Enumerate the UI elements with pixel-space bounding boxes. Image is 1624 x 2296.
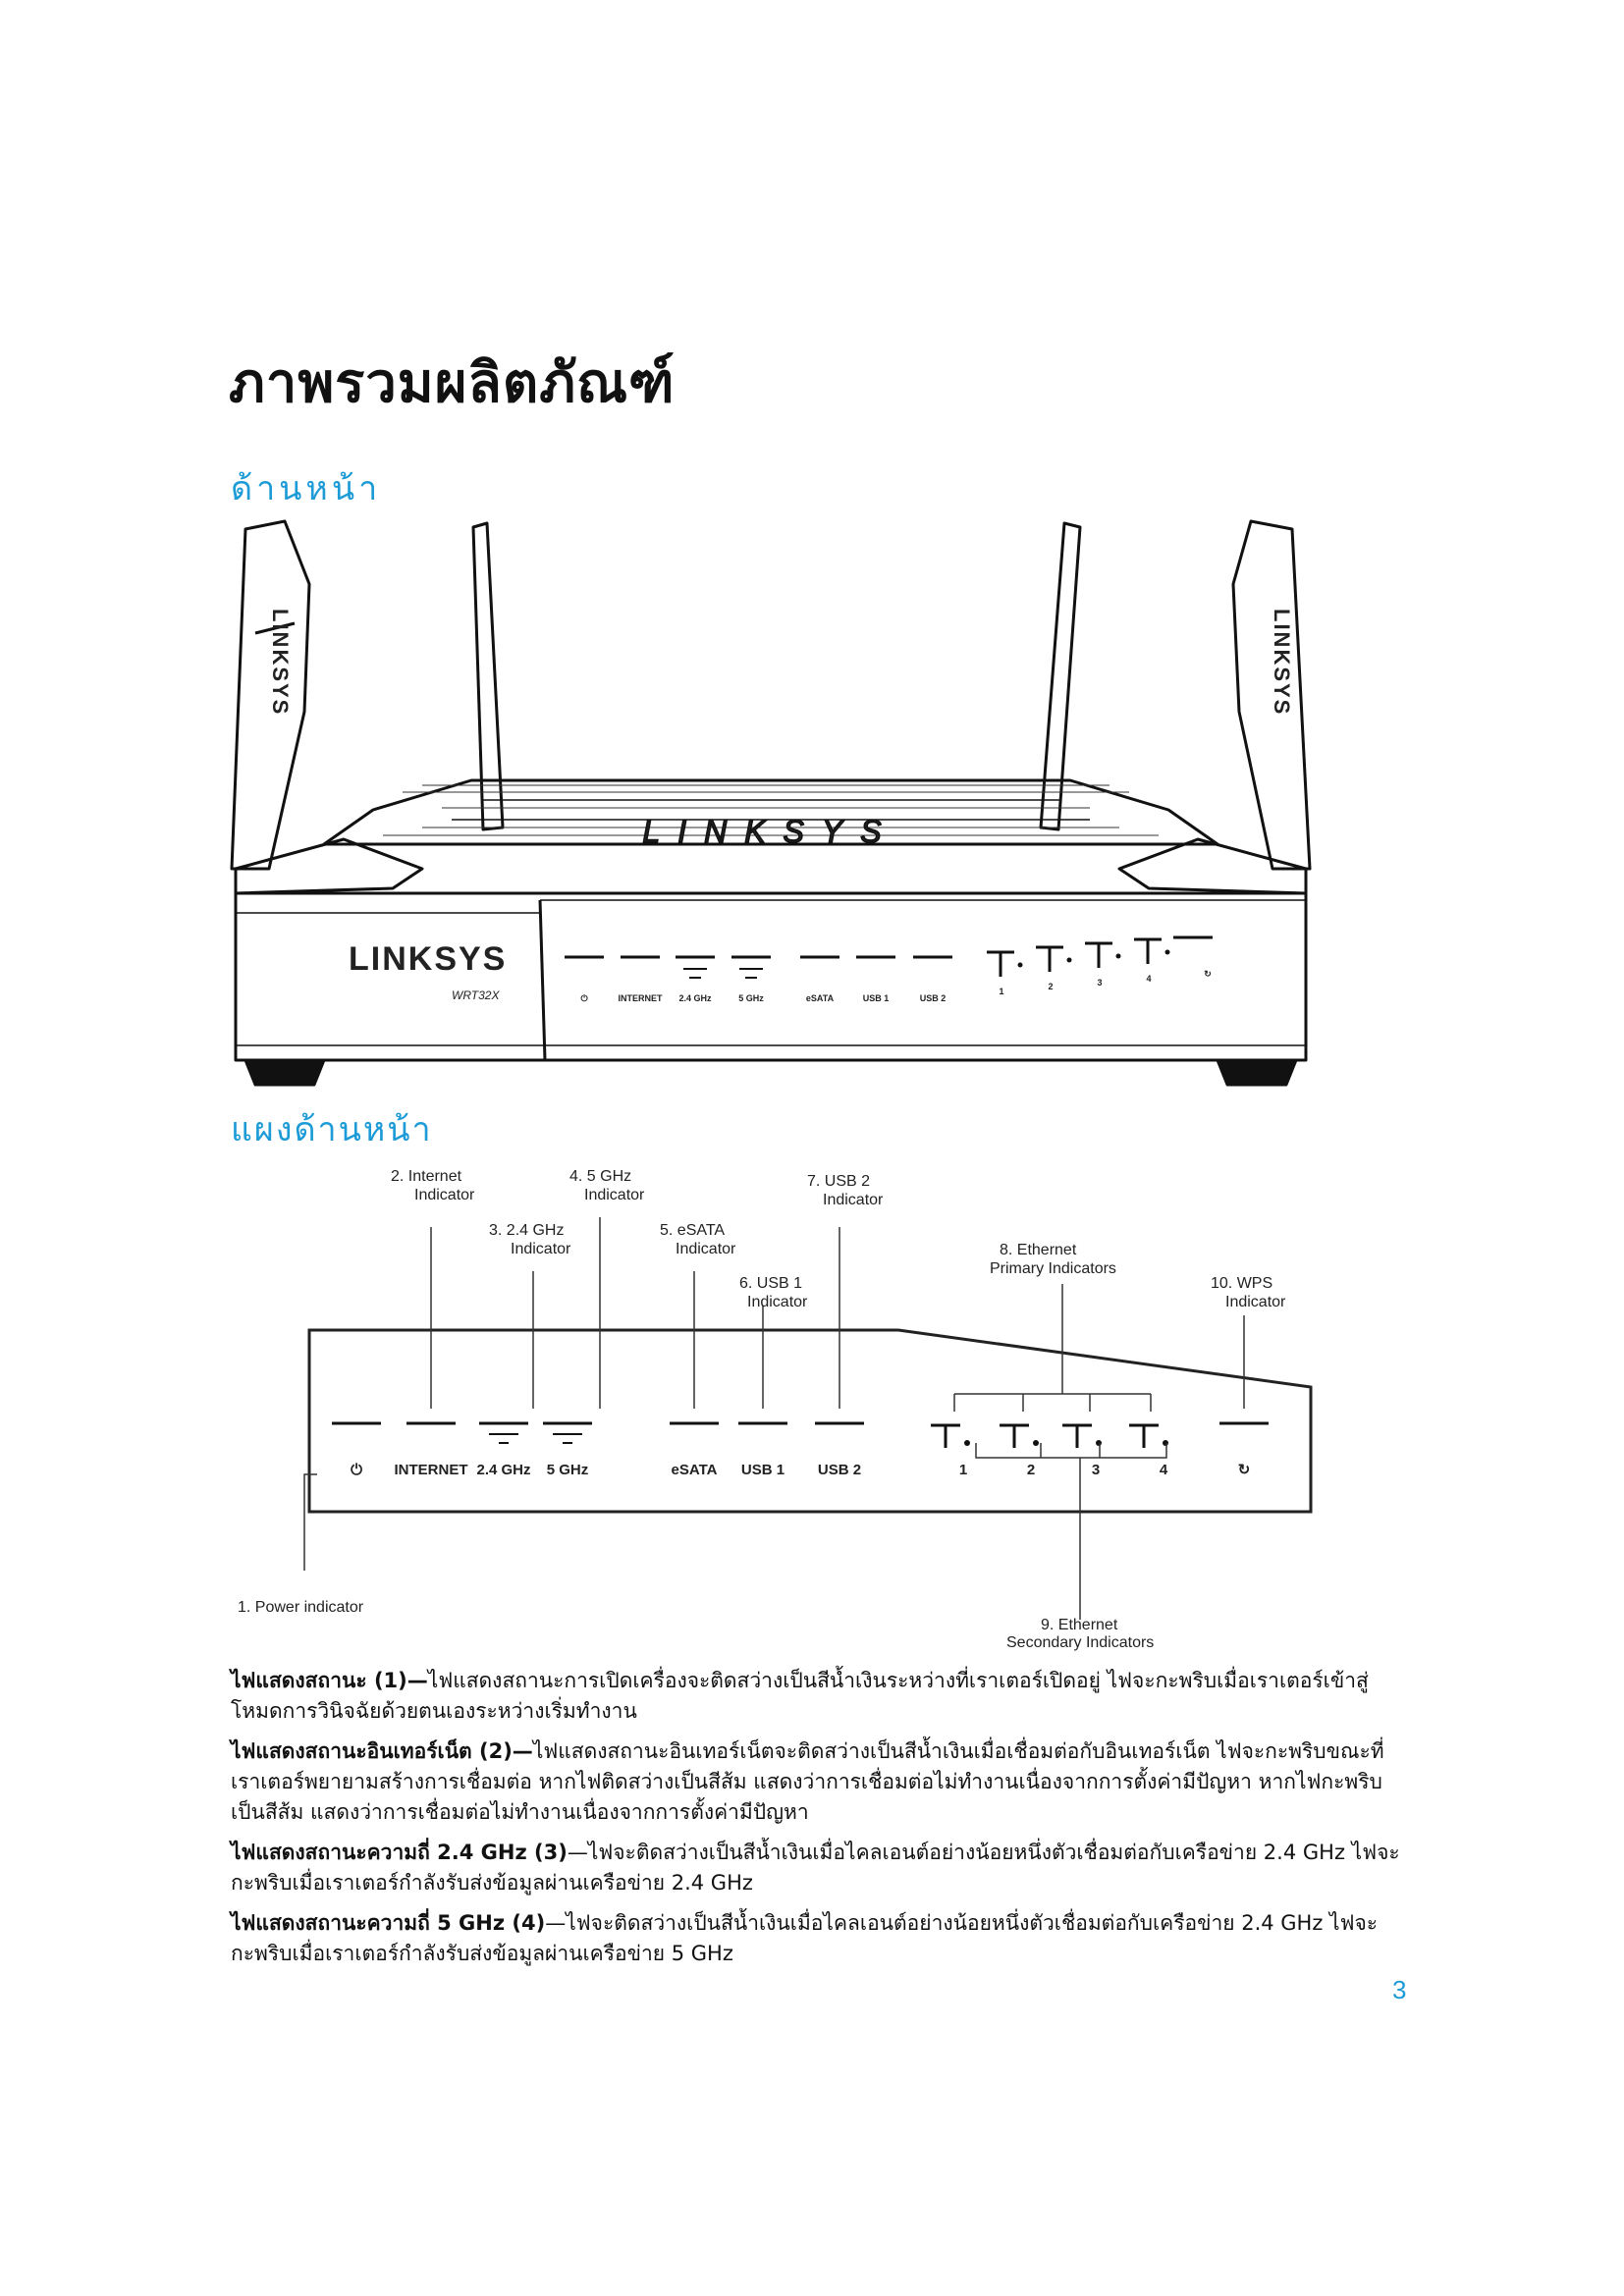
router-front-illustration (226, 515, 1316, 1095)
led-label-24ghz: 2.4 GHz (678, 993, 712, 1003)
section-title-front-panel: แผงด้านหน้า (231, 1110, 433, 1149)
callout-usb2-1: 7. USB 2 (807, 1173, 871, 1190)
port-number-3: 3 (1097, 978, 1103, 988)
callout-24ghz-1: 3. 2.4 GHz (489, 1222, 565, 1239)
callout-usb1-2: Indicator (747, 1294, 808, 1310)
callout-wps-2: Indicator (1225, 1294, 1286, 1310)
panel-label-internet: INTERNET (394, 1462, 468, 1478)
description-term: ไฟแสดงสถานะ (1)— (231, 1669, 428, 1692)
panel-outline (309, 1330, 1311, 1512)
panel-label-esata: eSATA (671, 1462, 718, 1478)
panel-label-port2: 2 (1026, 1462, 1036, 1478)
description-24ghz (231, 1838, 1409, 1898)
callout-usb2-2: Indicator (823, 1192, 884, 1208)
callout-eth-primary-2: Primary Indicators (990, 1260, 1116, 1277)
antenna-logo-right: LINKSYS (1270, 609, 1294, 717)
antenna-logo-left: LINKSYS (268, 609, 293, 717)
description-text: —ไฟจะติดสว่างเป็นสีน้ำเงินเมื่อไคลเอนต์อย่างน้อยหนึ่งตัวเชื่อมต่อกับเครือข่าย 2.4 GHz ไฟจะกะพริบเมื่อเราเตอร์กำลังรับส่งข้อมูลผ่านเครือข่าย 5 GHz (231, 1911, 1379, 1965)
callout-eth-secondary-2: Secondary Indicators (1006, 1634, 1155, 1651)
callout-5ghz-2: Indicator (584, 1187, 645, 1203)
panel-label-port3: 3 (1091, 1462, 1101, 1478)
description-text: ไฟแสดงสถานะอินเทอร์เน็ตจะติดสว่างเป็นสีน้ำเงินเมื่อเชื่อมต่อกับอินเทอร์เน็ต ไฟจะกะพริบขณะที่เราเตอร์พยายามสร้างการเชื่อมต่อ หากไฟติดสว่างเป็นสีส้ม แสดงว่าการเชื่อมต่อไม่ทำงานเนื่องจากการตั้งค่ามีปัญหา หากไฟกะพริบเป็นสีส้ม แสดงว่าการเชื่อมต่อไม่ทำงานเนื่องจากการตั้งค่ามีปัญหา (231, 1739, 1384, 1824)
led-label-power: ⏻ (580, 993, 588, 1003)
description-text: ไฟแสดงสถานะการเปิดเครื่องจะติดสว่างเป็นสีน้ำเงินระหว่างที่เราเตอร์เปิดอยู่ ไฟจะกะพริบเมื่อเราเตอร์เข้าสู่โหมดการวินิจฉัยด้วยตนเองระหว่างเริ่มทำงาน (231, 1669, 1369, 1723)
page-title: ภาพรวมผลิตภัณฑ์ (229, 351, 676, 415)
front-leds (565, 937, 1213, 957)
section-title-front: ด้านหน้า (231, 469, 382, 508)
wps-icon: ↻ (1204, 969, 1212, 979)
description-term: ไฟแสดงสถานะความถี่ 5 GHz (4) (231, 1911, 546, 1935)
port-number-2: 2 (1048, 982, 1054, 991)
description-internet (231, 1736, 1409, 1828)
page-number: 3 (1392, 1975, 1407, 2004)
panel-label-5ghz: 5 GHz (546, 1462, 589, 1478)
front-panel-diagram (226, 1158, 1345, 1649)
callout-5ghz-1: 4. 5 GHz (569, 1168, 632, 1185)
led-label-esata: eSATA (805, 993, 835, 1003)
ethernet-leds (987, 939, 1162, 977)
callout-24ghz-2: Indicator (511, 1241, 571, 1257)
antenna-back-left (473, 523, 503, 829)
callout-esata-2: Indicator (676, 1241, 736, 1257)
antenna-back-right (1041, 523, 1080, 829)
led-label-internet: INTERNET (618, 993, 663, 1003)
callout-eth-primary-1: 8. Ethernet (1000, 1242, 1077, 1258)
model-label: WRT32X (452, 988, 500, 1002)
panel-label-24ghz: 2.4 GHz (476, 1462, 531, 1478)
panel-label-port1: 1 (958, 1462, 968, 1478)
front-logo: LINKSYS (349, 940, 508, 978)
description-5ghz (231, 1908, 1409, 1969)
panel-label-usb2: USB 2 (817, 1462, 862, 1478)
description-text: —ไฟจะติดสว่างเป็นสีน้ำเงินเมื่อไคลเอนต์อย่างน้อยหนึ่งตัวเชื่อมต่อกับเครือข่าย 2.4 GHz ไฟจะกะพริบเมื่อเราเตอร์กำลังรับส่งข้อมูลผ่านเครือข่าย 2.4 GHz (231, 1841, 1400, 1895)
port-number-1: 1 (999, 987, 1004, 996)
callout-esata-1: 5. eSATA (660, 1222, 726, 1239)
port-number-4: 4 (1146, 974, 1152, 984)
callout-internet-2: Indicator (414, 1187, 475, 1203)
callout-usb1-1: 6. USB 1 (739, 1275, 803, 1292)
led-label-5ghz: 5 GHz (738, 993, 764, 1003)
description-term: ไฟแสดงสถานะอินเทอร์เน็ต (2)— (231, 1739, 533, 1763)
led-label-usb2: USB 2 (919, 993, 947, 1003)
description-power (231, 1666, 1409, 1727)
panel-label-port4: 4 (1159, 1462, 1168, 1478)
callout-power: 1. Power indicator (238, 1599, 364, 1616)
top-logo: LINKSYS (642, 814, 899, 849)
panel-label-usb1: USB 1 (740, 1462, 785, 1478)
led-label-usb1: USB 1 (862, 993, 890, 1003)
callout-internet-1: 2. Internet (391, 1168, 462, 1185)
callout-wps-1: 10. WPS (1211, 1275, 1273, 1292)
description-term: ไฟแสดงสถานะความถี่ 2.4 GHz (3) (231, 1841, 568, 1864)
callout-eth-secondary-1: 9. Ethernet (1041, 1617, 1118, 1633)
panel-label-power: ⏻ (351, 1462, 362, 1478)
panel-label-wps: ↻ (1237, 1462, 1251, 1478)
